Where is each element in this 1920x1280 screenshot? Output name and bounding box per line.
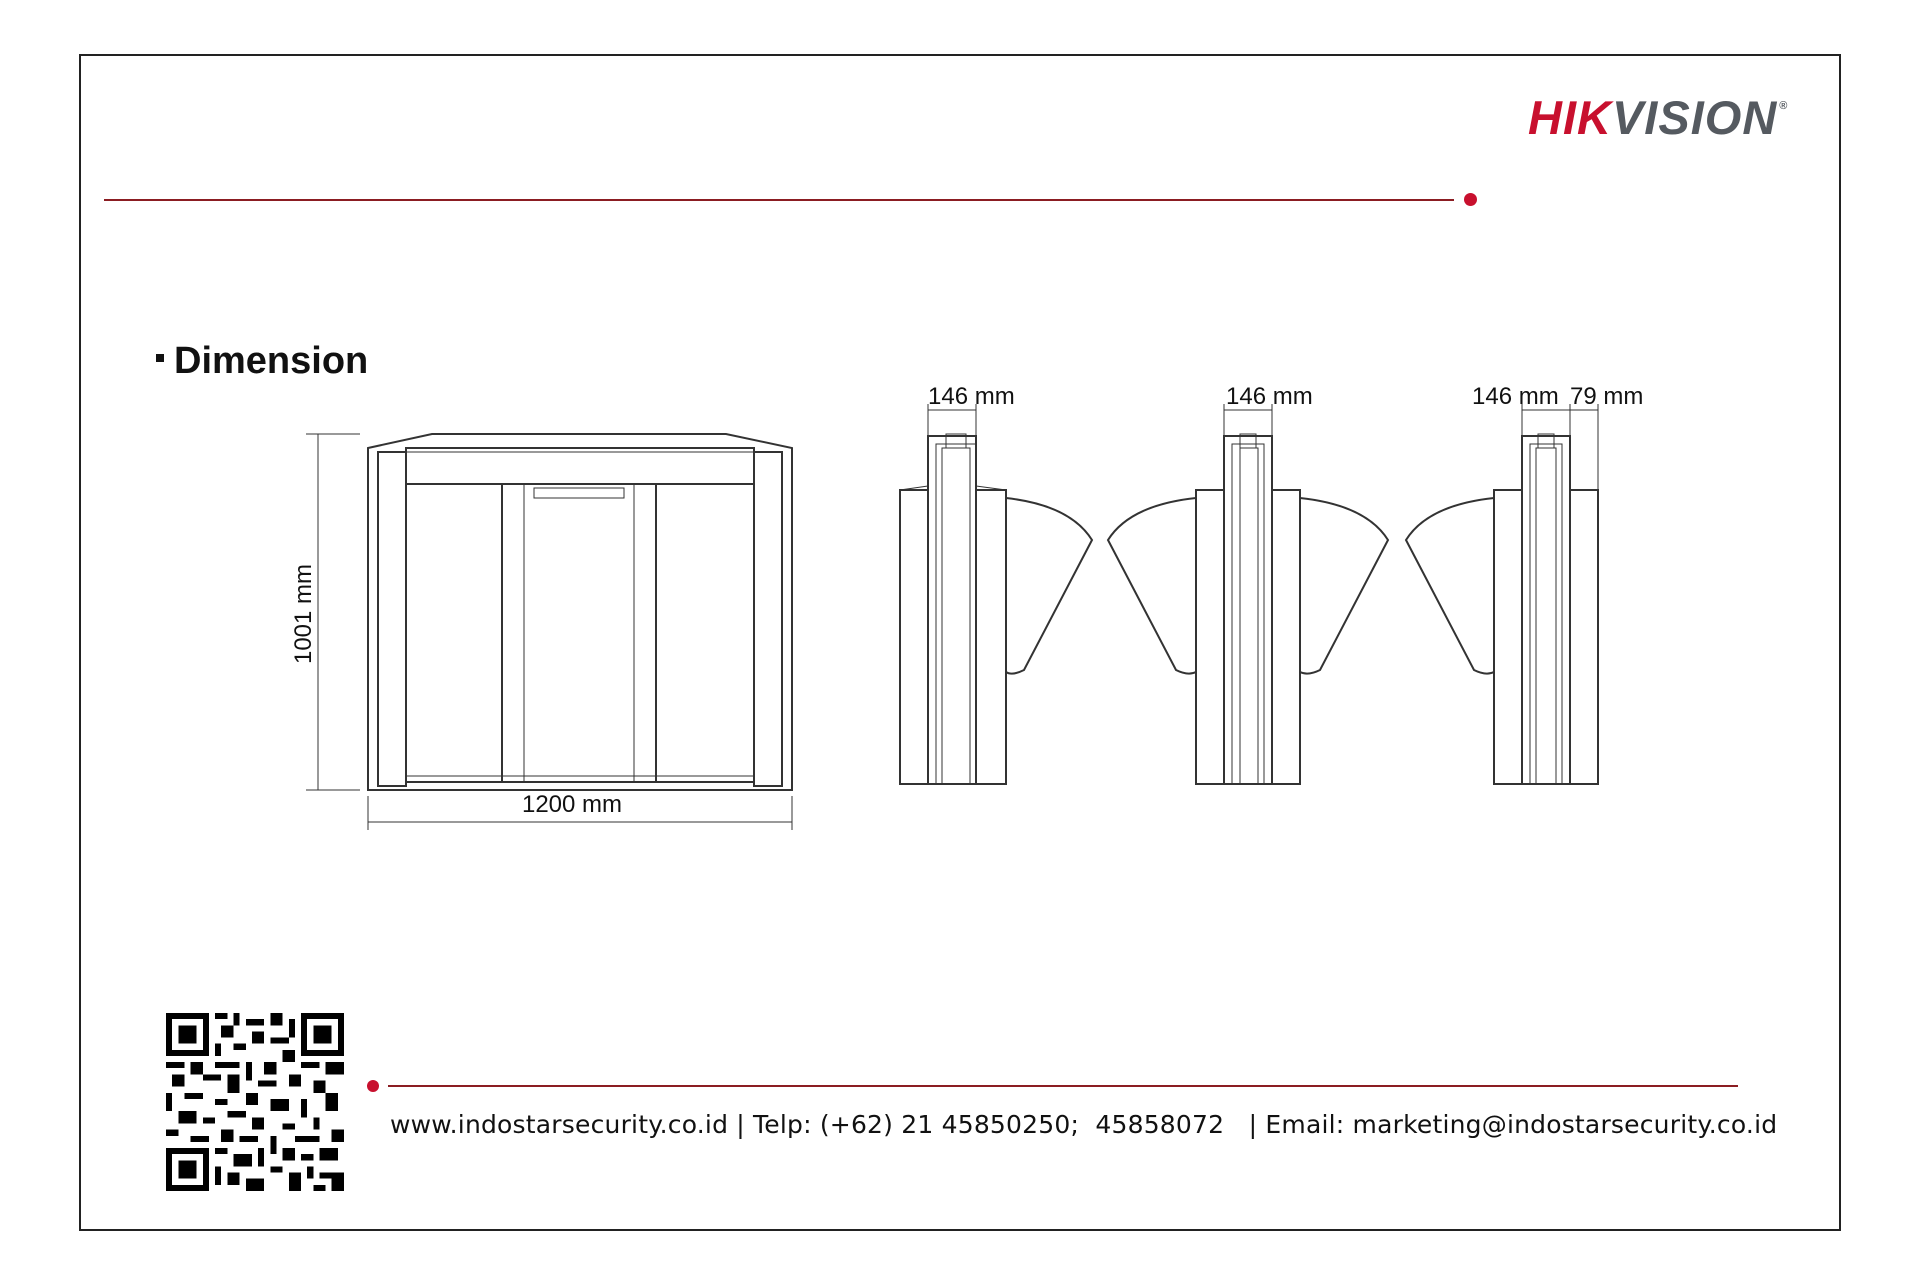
height-dimension-label: 1001 mm: [290, 563, 317, 665]
side1-width-label: 146 mm: [928, 383, 1015, 410]
qr-code-icon: [166, 1013, 344, 1191]
side-view-2: [1108, 404, 1388, 784]
side3-width-label: 146 mm: [1472, 383, 1559, 410]
footer-divider: [388, 1085, 1738, 1087]
side3-extra-label: 79 mm: [1570, 383, 1644, 410]
logo-vision-text: VISION: [1611, 90, 1778, 144]
side-view-3: [1406, 404, 1598, 784]
section-title-text: Dimension: [174, 340, 369, 382]
width-dimension-label: 1200 mm: [521, 791, 623, 818]
side-view-1: [900, 404, 1092, 784]
logo-hik-text: HIK: [1528, 90, 1612, 144]
footer-divider-dot: [367, 1080, 379, 1092]
side2-width-label: 146 mm: [1226, 383, 1313, 410]
front-view: [306, 434, 792, 830]
footer-contact-line: www.indostarsecurity.co.id | Telp: (+62) 21 45850250; 45858072 | Email: marketing@indostarsecurity.co.id: [390, 1110, 1778, 1139]
logo-registered-mark: ®: [1779, 100, 1789, 112]
